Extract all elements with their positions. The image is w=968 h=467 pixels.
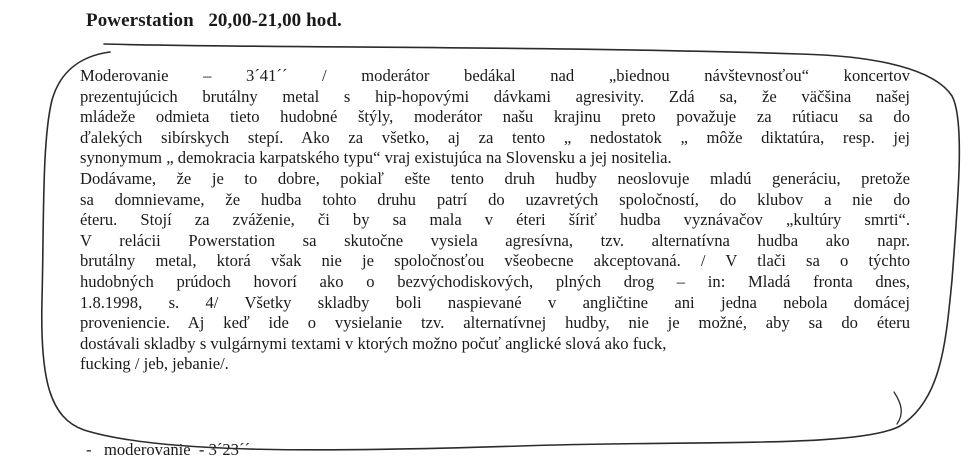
- paragraph-line: Moderovanie – 3´41´´ / moderátor bedákal nad „biednou návštevnosťou“ koncertov: [80, 66, 910, 85]
- paragraph-line: ďalekých sibírskych stepí. Ako za všetko, aj za tento „ nedostatok „ môže diktatúra, resp. jej: [80, 127, 910, 147]
- paragraph-line: sa domnievame, že hudba tohto druhu patrí do uzavretých spoločností, do klubov a nie do: [80, 189, 910, 209]
- section-heading: Powerstation 20,00-21,00 hod.: [86, 10, 342, 31]
- paragraph-line: hudobných prúdoch hovorí ako o bezvýchodiskových, plných drog – in: Mladá fronta dnes,: [80, 271, 910, 291]
- annotated-paragraph: [80, 66, 910, 375]
- paragraph-line: synonymum „ demokracia karpatského typu“ vraj existujúca na Slovensku a jej nositelia.: [80, 148, 672, 168]
- paragraph-line: proveniencie. Aj keď ide o vysielanie tzv. alternatívnej hudby, nie je možné, aby sa do éteru: [80, 313, 910, 333]
- paragraph-line: brutálny metal, ktorá však nie je spoločnosťou všeobecne akceptovaná. / V tlači sa o týchto: [80, 251, 910, 271]
- paragraph-line: prezentujúcich brutálny metal s hip-hopovými dávkami agresivity. Zdá sa, že väčšina našej: [80, 86, 910, 106]
- paragraph-line: 1.8.1998, s. 4/ Všetky skladby boli naspievané v angličtine ani jedna nebola domácej: [80, 292, 910, 312]
- paragraph-line: éteru. Stojí za zváženie, či by sa mala v éteri šíriť hudba vyznávačov „kultúry smrti“.: [80, 210, 910, 230]
- paragraph-line: Dodávame, že je to dobre, pokiaľ ešte tento druh hudby neoslovuje mladú generáciu, pretože: [80, 168, 910, 188]
- paragraph-line: dostávali skladby s vulgárnymi textami v ktorých možno počuť anglické slová ako fuck,: [80, 333, 667, 353]
- paragraph-line: fucking / jeb, jebanie/.: [80, 354, 229, 374]
- paragraph-line: mládeže odmieta tieto hudobné štýly, moderátor našu krajinu preto považuje za rútiacu sa do: [80, 107, 910, 127]
- footer-note: - moderovanie - 3´23´´: [86, 440, 251, 459]
- paragraph-line: V relácii Powerstation sa skutočne vysiela agresívna, tzv. alternatívna hudba ako napr.: [80, 230, 910, 250]
